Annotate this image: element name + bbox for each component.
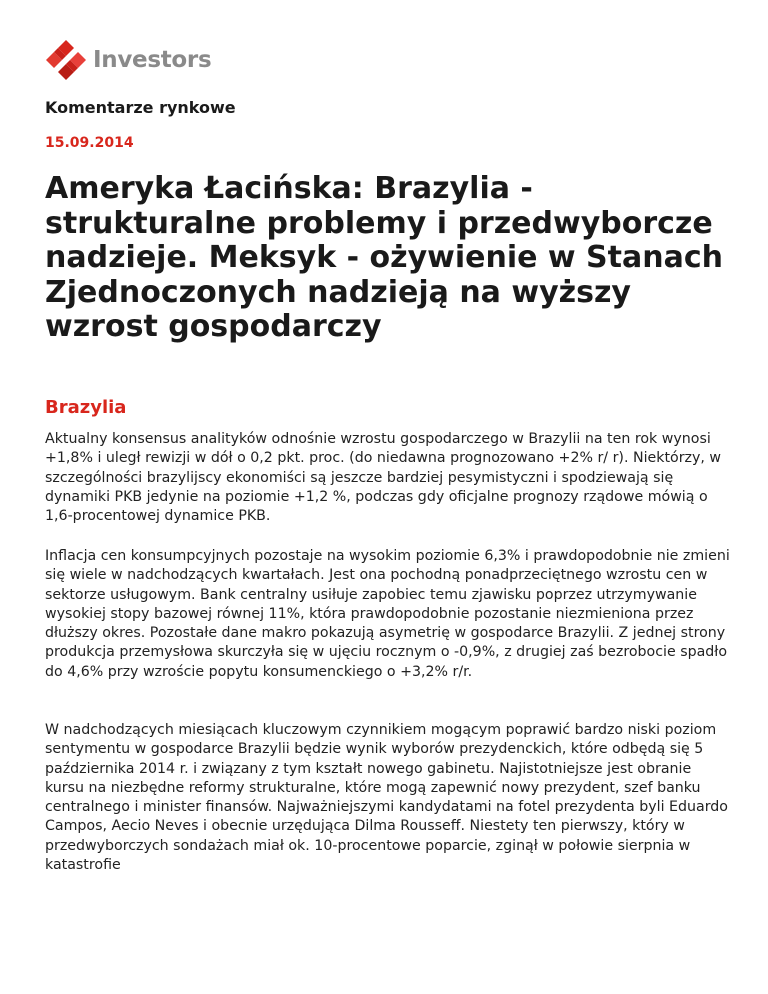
section-heading-brazylia: Brazylia [45,397,127,418]
article-date: 15.09.2014 [45,135,134,151]
investors-logo[interactable] [45,39,211,81]
paragraph: W nadchodzących miesiącach kluczowym czynnikiem mogącym poprawić bardzo niski poziom sentymentu w gospodarce Brazylii będzie wynik wyborów prezydenckich, które odbędą się 5 października 2014 r. i związany z tym kształt nowego gabinetu. Najistotniejsze jest obranie kursu na niezbędne reformy strukturalne, które mogą zapewnić nowy prezydent, szef banku centralnego i minister finansów. Najważniejszymi kandydatami na fotel prezydenta byli Eduardo Campos, Aecio Neves i obecnie urzędująca Dilma Rousseff. Niestety ten pierwszy, który w przedwyborczych sondażach miał ok. 10-procentowe poparcie, zginął w połowie sierpnia w katastrofie [45,722,728,874]
article-category: Komentarze rynkowe [45,98,236,117]
investors-logo-icon [45,39,87,81]
logo-wordmark: Investors [93,47,212,73]
paragraph: Inflacja cen konsumpcyjnych pozostaje na wysokim poziomie 6,3% i prawdopodobnie nie zmieni się wiele w nadchodzących kwartałach. Jest ona pochodną ponadprzeciętnego wzrostu cen w sektorze usługowym. Bank centralny usiłuje zapobiec temu zjawisku poprzez utrzymywanie wysokiej stopy bazowej równej 11%, która prawdopodobnie pozostanie niezmieniona przez dłuższy okres. Pozostałe dane makro pokazują asymetrię w gospodarce Brazylii. Z jednej strony produkcja przemysłowa skurczyła się w ujęciu rocznym o -0,9%, z drugiej zaś bezrobocie spadło do 4,6% przy wzroście popytu konsumenckiego o +3,2% r/r. [45,548,730,680]
paragraph: Aktualny konsensus analityków odnośnie wzrostu gospodarczego w Brazylii na ten rok wynosi +1,8% i uległ rewizji w dół o 0,2 pkt. proc. (do niedawna prognozowano +2% r/ r). Niektórzy, w szczególności brazylijscy ekonomiści są jeszcze bardziej pesymistyczni i spodziewają się dynamiki PKB jedynie na poziomie +1,2 %, podczas gdy oficjalne prognozy rządowe mówią o 1,6-procentowej dynamice PKB. [45,431,722,525]
article-title: Ameryka Łacińska: Brazylia - strukturalne problemy i przedwyborcze nadzieje. Meksyk - ożywienie w Stanach Zjednoczonych nadzieją na wyższy wzrost gospodarczy [45,171,723,344]
